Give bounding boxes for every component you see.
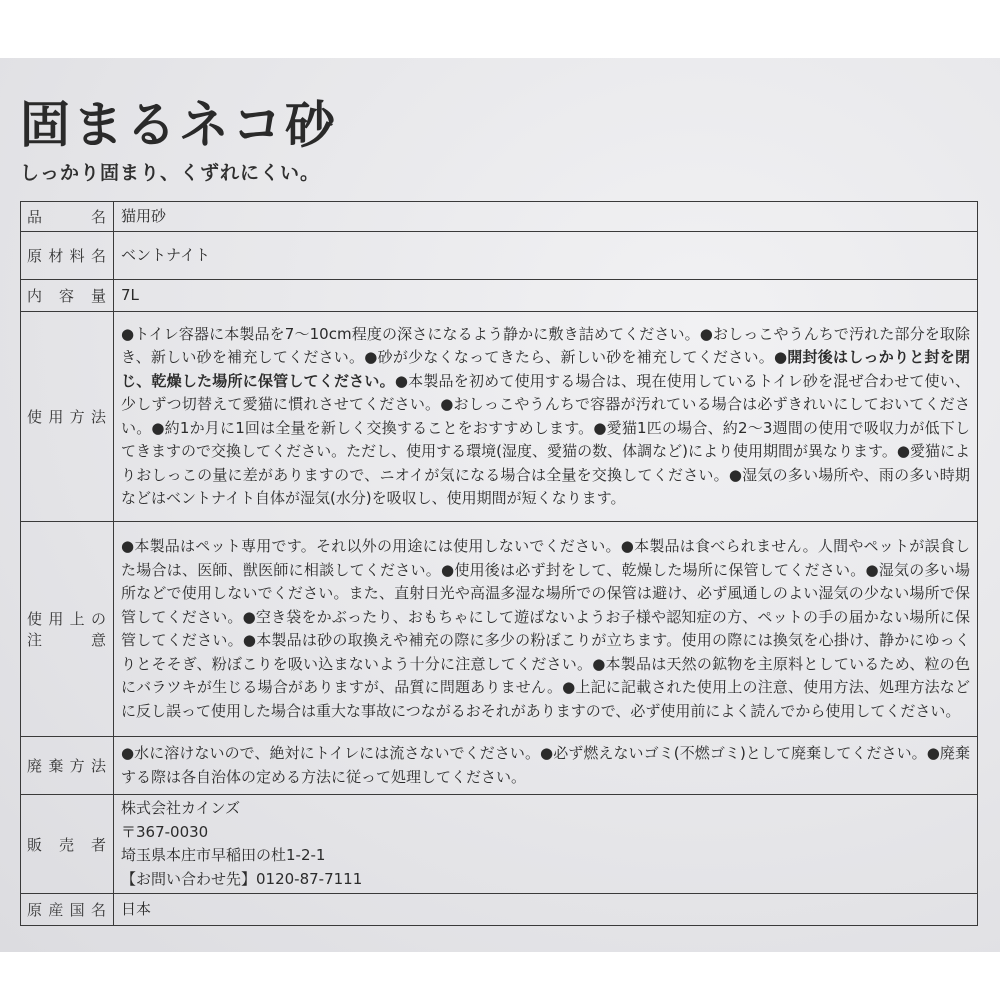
row-origin bbox=[21, 894, 978, 926]
value-seller bbox=[114, 795, 978, 894]
row-product-name bbox=[21, 202, 978, 232]
seller-contact: 【お問い合わせ先】0120-87-7111 bbox=[121, 869, 363, 888]
value-volume: 7L bbox=[114, 280, 978, 312]
row-caution bbox=[21, 522, 978, 737]
value-usage: ●トイレ容器に本製品を7〜10cm程度の深さになるよう静かに敷き詰めてください。●おしっこやうんちで汚れた部分を取除き、新しい砂を補充してください。●砂が少なくなってきたら、新しい砂を補充してください。●開封後はしっかりと封を閉じ、乾燥した場所に保管してください。●本製品を初めて使用する場合は、現在使用しているトイレ砂を混ぜ合わせて使い、少しずつ切替えて愛猫に慣れさせてください。●おしっこやうんちで容器が汚れている場合は必ずきれいにしておいてください。●約1か月に1回は全量を新しく交換することをおすすめします。●愛猫1匹の場合、約2〜3週間の使用で吸収力が低下してきますので交換してください。ただし、使用する環境(湿度、愛猫の数、体調など)により使用期間が異なります。●愛猫によりおしっこの量に差がありますので、ニオイが気になる場合は全量を交換してください。●湿気の多い場所や、雨の多い時期などはベントナイト自体が湿気(水分)を吸収し、使用期間が短くなります。 bbox=[114, 312, 978, 522]
label-volume: 内 容 量 bbox=[21, 280, 114, 312]
label-caution: 使 用 上 の 注 意 bbox=[21, 522, 114, 737]
row-volume bbox=[21, 280, 978, 312]
seller-address: 埼玉県本庄市早稲田の杜1-2-1 bbox=[121, 846, 326, 864]
value-disposal: ●水に溶けないので、絶対にトイレには流さないでください。●必ず燃えないゴミ(不燃ゴミ)として廃棄してください。●廃棄する際は各自治体の定める方法に従って処理してください。 bbox=[114, 737, 978, 795]
seller-postal: 〒367-0030 bbox=[121, 822, 209, 841]
product-title: 固まるネコ砂 bbox=[20, 96, 338, 154]
label-origin: 原 産 国 名 bbox=[21, 894, 114, 926]
label-product-name: 品 名 bbox=[21, 202, 114, 232]
usage-emphasis: 開封後はしっかりと封を閉じ、乾燥した場所に保管してください。 bbox=[121, 348, 970, 390]
label-material: 原 材 料 名 bbox=[21, 232, 114, 280]
value-caution: ●本製品はペット専用です。それ以外の用途には使用しないでください。●本製品は食べられません。人間やペットが誤食した場合は、医師、獣医師に相談してください。●使用後は必ず封をして、乾燥した場所に保管してください。●湿気の多い場所などで使用しないでください。また、直射日光や高温多湿な場所での保管は避け、必ず風通しのよい湿気の少ない場所で保管してください。●空き袋をかぶったり、おもちゃにして遊ばないようお子様や認知症の方、ペットの手の届かない場所に保管してください。●本製品は砂の取換えや補充の際に多少の粉ぼこりが立ちます。使用の際には換気を心掛け、静かにゆっくりとそそぎ、粉ぼこりを吸い込まないよう十分に注意してください。●本製品は天然の鉱物を主原料としているため、粒の色にバラツキが生じる場合がありますが、品質に問題ありません。●上記に記載された使用上の注意、使用方法、処理方法などに反し誤って使用した場合は重大な事故につながるおそれがありますので、必ず使用前によく読んでから使用してください。 bbox=[114, 522, 978, 737]
seller-company: 株式会社カインズ bbox=[121, 799, 241, 817]
label-seller: 販 売 者 bbox=[21, 795, 114, 894]
row-disposal bbox=[21, 737, 978, 795]
value-product-name: 猫用砂 bbox=[114, 202, 978, 232]
product-subtitle: しっかり固まり、くずれにくい。 bbox=[20, 162, 321, 184]
value-material: ベントナイト bbox=[114, 232, 978, 280]
label-usage: 使 用 方 法 bbox=[21, 312, 114, 522]
label-disposal: 廃 棄 方 法 bbox=[21, 737, 114, 795]
row-material bbox=[21, 232, 978, 280]
row-usage bbox=[21, 312, 978, 522]
value-origin: 日本 bbox=[114, 894, 978, 926]
row-seller bbox=[21, 795, 978, 894]
product-info-table bbox=[20, 201, 978, 926]
